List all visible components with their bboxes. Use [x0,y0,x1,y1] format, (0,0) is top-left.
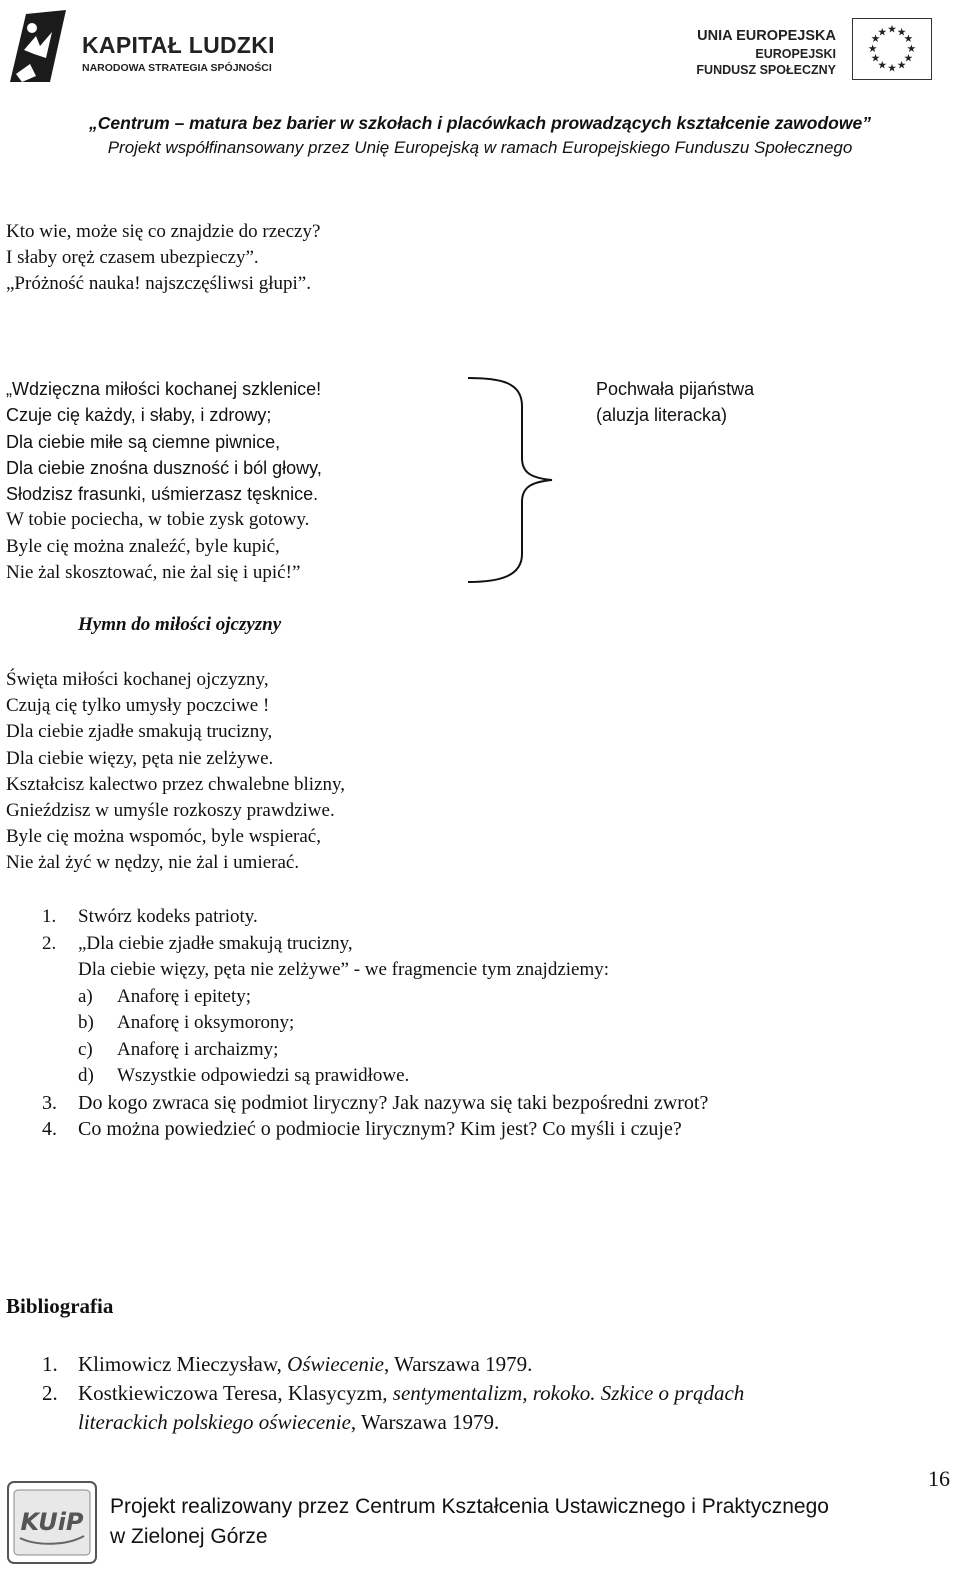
eu-line2: EUROPEJSKI [755,47,836,61]
page-number: 16 [928,1466,950,1491]
svg-text:★: ★ [887,22,897,36]
poem-line: Gnieździsz w umyśle rozkoszy prawdziwe. [6,800,335,822]
bibliography-entry [78,1379,744,1408]
bib-author: Klimowicz Mieczysław, [78,1352,288,1376]
bib-title: literackich polskiego oświecenie [78,1410,351,1434]
footer-line2: w Zielonej Górze [110,1525,268,1548]
poem-line: Słodzisz frasunki, uśmierzasz tęsknice. [6,484,319,505]
bibliography-number: 2. [42,1381,58,1405]
kapital-ludzki-subtitle: NARODOWA STRATEGIA SPÓJNOŚCI [82,62,272,74]
poem-line: Nie żal skosztować, nie żal się i upić!” [6,562,301,584]
task-text: „Dla ciebie zjadłe smakują trucizny, [78,932,353,954]
poem-line: W tobie pociecha, w tobie zysk gotowy. [6,509,310,531]
option-letter: c) [78,1038,93,1060]
comment-line2: (aluzja literacka) [596,405,728,426]
kuip-logo [6,1480,98,1565]
task-text: Dla ciebie więzy, pęta nie zelżywe” - we fragmencie tym znajdziemy: [78,959,610,980]
svg-text:★: ★ [877,58,888,72]
eu-logo [652,18,932,84]
project-title: „Centrum – matura bez barier w szkołach i placówkach prowadzących kształcenie zawodowe” [89,113,871,133]
svg-text:★: ★ [877,25,888,39]
bibliography-number: 1. [42,1352,58,1376]
option-text: Anaforę i oksymorony; [117,1012,295,1033]
comment-line1: Pochwała pijaństwa [596,379,755,399]
bib-title: sentymentalizm, rokoko. Szkice o prądach [392,1381,745,1405]
eu-line3: FUNDUSZ SPOŁECZNY [696,63,836,77]
svg-text:★: ★ [896,58,907,72]
curly-brace-icon [460,372,560,587]
eu-flag-icon [852,18,932,80]
svg-text:★: ★ [870,51,881,65]
poem-line: Czuje cię każdy, i słaby, i zdrowy; [6,405,272,426]
poem-line: Byle cię można znaleźć, byle kupić, [6,535,280,557]
poem-excerpt-1 [6,219,320,298]
task-text: Stwórz kodeks patrioty. [78,906,258,927]
literary-comment [596,376,754,429]
poem-line: Święta miłości kochanej ojczyzny, [6,669,269,690]
task-text: Co można powiedzieć o podmiocie lirycznym? Kim jest? Co myśli i czuje? [78,1118,682,1140]
svg-text:★: ★ [867,41,878,55]
poem-line: Dla ciebie zjadłe smakują trucizny, [6,721,273,743]
poem-line: Kto wie, może się co znajdzie do rzeczy? [6,221,321,242]
bibliography-title: Bibliografia [6,1294,114,1318]
eu-logo-text [696,26,836,78]
kapital-ludzki-logo [6,6,296,86]
bibliography-entry [78,1350,532,1379]
bibliography-entry [78,1408,499,1437]
task-number: 3. [42,1091,57,1114]
footer-line1: Projekt realizowany przez Centrum Kształcenia Ustawicznego i Praktycznego [110,1495,829,1518]
hymn-text [6,667,345,877]
poem-excerpt-2 [6,376,322,586]
poem-line: Byle cię można wspomóc, byle wspierać, [6,826,321,848]
svg-text:★: ★ [887,61,897,75]
poem-line: Dla ciebie miłe są ciemne piwnice, [6,431,281,452]
option-letter: a) [78,985,93,1007]
eu-line1: UNIA EUROPEJSKA [697,28,836,44]
svg-text:★: ★ [903,32,914,46]
option-text: Anaforę i epitety; [117,985,252,1007]
poem-line: „Wdzięczna miłości kochanej szklenice! [6,379,322,399]
option-letter: d) [78,1065,94,1086]
hymn-title: Hymn do miłości ojczyzny [78,614,282,635]
option-letter: b) [78,1012,94,1033]
option-text: Wszystkie odpowiedzi są prawidłowe. [117,1065,410,1086]
task-number: 4. [42,1118,57,1140]
kapital-ludzki-title: KAPITAŁ LUDZKI [82,32,275,58]
bib-rest: , Warszawa 1979. [350,1410,500,1434]
task-number: 1. [42,906,57,927]
option-text: Anaforę i archaizmy; [117,1038,279,1060]
poem-line: Kształcisz kalectwo przez chwalebne blizny, [6,773,346,795]
svg-text:KUiP: KUiP [20,1508,84,1536]
bib-rest: , Warszawa 1979. [383,1352,533,1376]
svg-text:★: ★ [903,51,914,65]
poem-line: Nie żal żyć w nędzy, nie żal i umierać. [6,852,300,874]
footer-text [110,1492,829,1552]
poem-line: „Próżność nauka! najszczęśliwsi głupi”. [6,273,311,295]
poem-line: I słaby oręż czasem ubezpieczy”. [6,247,259,269]
kapital-ludzki-mark-icon [6,6,72,86]
poem-line: Czują cię tylko umysły poczciwe ! [6,695,270,717]
task-number: 2. [42,932,57,954]
project-subtitle: Projekt współfinansowany przez Unię Europejską w ramach Europejskiego Funduszu Społecznego [107,138,853,157]
svg-text:★: ★ [896,25,907,39]
svg-text:★: ★ [906,41,917,55]
bib-author: Kostkiewiczowa Teresa, Klasycyzm, [78,1381,393,1405]
bib-title: Oświecenie [287,1352,384,1376]
task-text: Do kogo zwraca się podmiot liryczny? Jak nazywa się taki bezpośredni zwrot? [78,1091,709,1114]
poem-line: Dla ciebie znośna duszność i ból głowy, [6,457,322,478]
poem-line: Dla ciebie więzy, pęta nie zelżywe. [6,747,274,769]
svg-text:★: ★ [870,32,881,46]
